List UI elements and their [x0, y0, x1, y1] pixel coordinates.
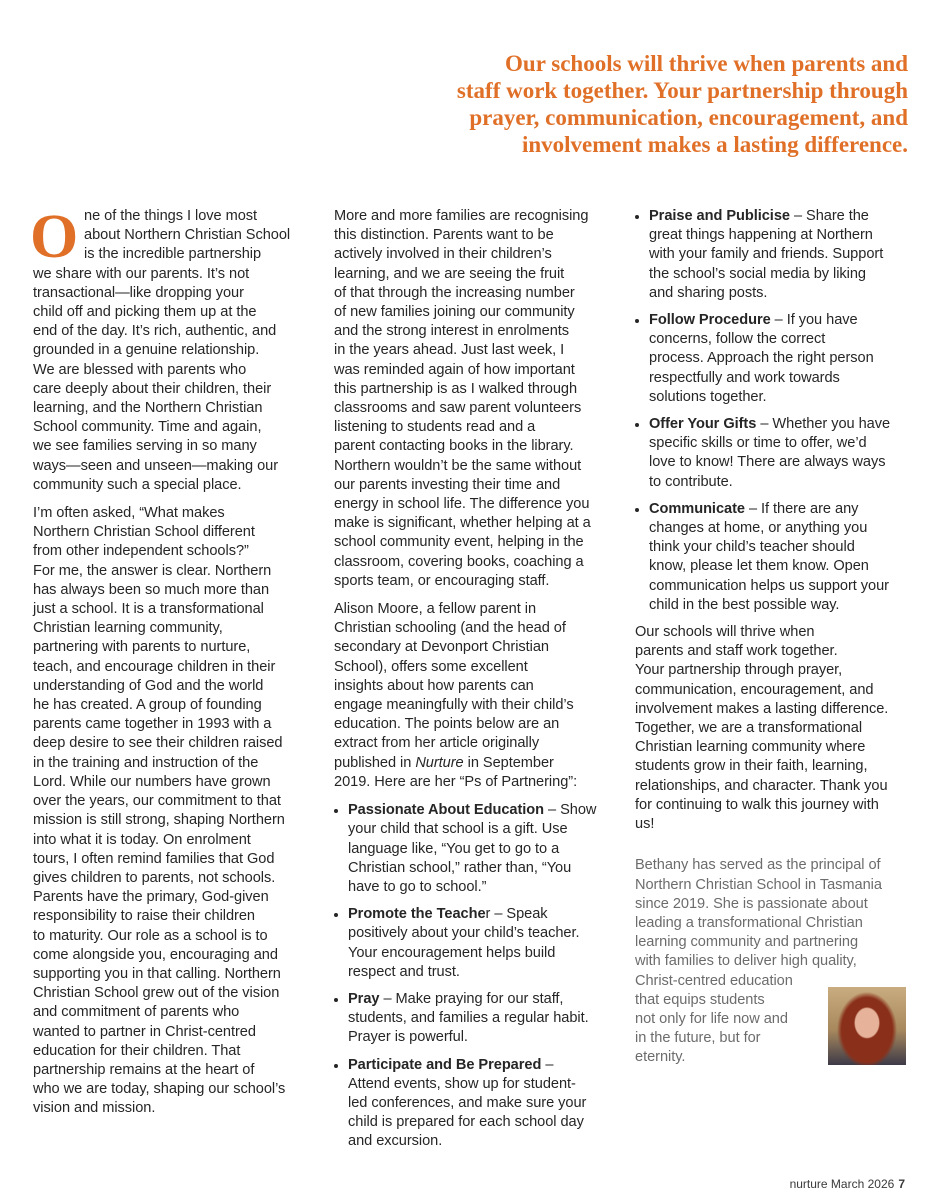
text-line: and the strong interest in enrolments [334, 323, 570, 340]
text-line: for continuing to walk this journey with [635, 796, 879, 813]
bullet-text-line: process. Approach the right person [649, 350, 874, 367]
closing-paragraph [635, 623, 915, 834]
bullet-text-line: know, please let them know. Open [649, 558, 869, 575]
text-line: ne of the things I love most [84, 208, 258, 224]
text-line: partnering with parents to nurture, [33, 639, 251, 656]
text-line: has always been so much more than [33, 581, 270, 598]
text-line: We are blessed with parents who [33, 361, 247, 378]
text-line: 2019. Here are her “Ps of Partnering”: [334, 773, 578, 790]
text-line: Our schools will thrive when [635, 624, 815, 641]
bullet-text: r – Speak [485, 906, 548, 923]
text-line: deep desire to see their children raised [33, 735, 283, 752]
text-line: Lord. While our numbers have grown [33, 773, 271, 790]
text-line: communication, encouragement, and [635, 681, 874, 698]
bullet-text: – If you have [770, 312, 858, 329]
bullet-title: Passionate About Education [348, 802, 545, 819]
text-line: us! [635, 816, 655, 833]
text-line: not only for life now and [635, 1010, 788, 1027]
ps-of-partnering-list-continued [635, 207, 915, 615]
bullet-text-line: respectfully and work towards [649, 369, 840, 386]
text-line: school community event, helping in the [334, 534, 584, 551]
text-line: tours, I often remind families that God [33, 850, 275, 867]
text-line: about Northern Christian School [84, 227, 291, 244]
bullet-text-line: the school’s social media by liking [649, 265, 866, 282]
text-line: More and more families are recognising [334, 208, 589, 224]
text-line: he has created. A group of founding [33, 697, 262, 714]
text-line: learning community and partnering [635, 934, 859, 951]
text-line: classrooms and saw parent volunteers [334, 400, 582, 417]
pull-quote [388, 50, 908, 158]
bullet-text-line: positively about your child’s teacher. [348, 925, 580, 942]
bullet-text-line: changes at home, or anything you [649, 520, 868, 537]
pull-quote-line: involvement makes a lasting difference. [521, 132, 908, 157]
pull-quote-line: prayer, communication, encouragement, and [469, 105, 908, 130]
text-line: in the training and instruction of the [33, 754, 259, 771]
text-line: For me, the answer is clear. Northern [33, 562, 272, 579]
text-line: Christian School grew out of the vision [33, 985, 280, 1002]
text-line: in the future, but for [635, 1030, 761, 1047]
bullet-text-line: your child that school is a gift. Use [348, 821, 568, 838]
bullet-title: Participate and Be Prepared [348, 1056, 542, 1073]
text-line: relationships, and character. Thank you [635, 777, 888, 794]
column-2 [334, 207, 614, 1160]
bullet-text-line: solutions together. [649, 388, 767, 405]
text-line: community such a special place. [33, 476, 242, 493]
bullet-title: Promote the Teache [348, 906, 486, 923]
text-line: secondary at Devonport Christian [334, 639, 549, 656]
text-line: extract from her article originally [334, 735, 540, 752]
text-line: gives children to parents, not schools. [33, 869, 276, 886]
bullet-text-line: Attend events, show up for student- [348, 1075, 576, 1092]
bullet-text-line: love to know! There are always ways [649, 454, 886, 471]
intro-paragraph [33, 265, 313, 495]
drop-cap: O [30, 203, 79, 271]
bullet-item [635, 311, 915, 407]
text-line: Bethany has served as the principal of [635, 857, 881, 874]
text-line: Christian schooling (and the head of [334, 620, 566, 637]
text-line: make is significant, whether helping at a [334, 515, 591, 532]
text-line: end of the day. It’s rich, authentic, and [33, 323, 277, 340]
text-line: education. The points below are an [334, 716, 560, 733]
text-line: mission is still strong, shaping Northern [33, 812, 285, 829]
bullet-text-line: led conferences, and make sure your [348, 1094, 587, 1111]
author-photo [828, 987, 906, 1065]
bullet-item [635, 415, 915, 492]
text-line: learning, and the Northern Christian [33, 400, 263, 417]
text-line: into what it is today. On enrolment [33, 831, 251, 848]
text-line: of new families joining our community [334, 304, 575, 321]
text-line: responsibility to raise their children [33, 908, 255, 925]
text-line: transactional—like dropping your [33, 284, 244, 301]
bullet-text-line: Christian school,” rather than, “You [348, 859, 572, 876]
text-line: and commitment of parents who [33, 1004, 240, 1021]
text-line: this distinction. Parents want to be [334, 227, 554, 244]
text-line: our parents investing their time and [334, 476, 561, 493]
bullet-item [334, 801, 614, 897]
text-line: in the years ahead. Just last week, I [334, 342, 565, 359]
text-line: Northern Christian School different [33, 524, 255, 541]
bullet-text-line: and excursion. [348, 1133, 443, 1150]
text-line: who we are today, shaping our school’s [33, 1081, 286, 1098]
text-line: is the incredible partnership [84, 246, 262, 263]
bullet-title: Praise and Publicise [649, 208, 790, 224]
bullet-text-line: respect and trust. [348, 963, 460, 980]
bullet-title: Communicate [649, 500, 745, 517]
text-line: just a school. It is a transformational [33, 601, 264, 618]
bullet-text: – If there are any [744, 500, 859, 517]
text-line: students grow in their faith, learning, [635, 758, 868, 775]
text-line: Christ-centred education [635, 972, 793, 989]
text-line: teach, and encourage children in their [33, 658, 276, 675]
column-1 [30, 203, 313, 1119]
text-line: published in Nurture in September [334, 754, 554, 771]
text-line: energy in school life. The difference you [334, 496, 590, 513]
magazine-issue: nurture March 2026 [789, 1177, 895, 1191]
text-line: I’m often asked, “What makes [33, 505, 225, 522]
bullet-text-line: students, and families a regular habit. [348, 1010, 589, 1027]
bullet-text-line: have to go to school.” [348, 878, 487, 895]
bullet-text: – Whether you have [756, 416, 891, 433]
text-line: School), offers some excellent [334, 658, 528, 675]
text-line: with families to deliver high quality, [635, 953, 857, 970]
bullet-text: – [541, 1056, 554, 1073]
text-line: Christian learning community where [635, 739, 866, 756]
text-line: Your partnership through prayer, [635, 662, 843, 679]
pull-quote-line: Our schools will thrive when parents and [505, 51, 908, 76]
bullet-title: Pray [348, 990, 380, 1007]
text-line: Alison Moore, a fellow parent in [334, 601, 537, 618]
bullet-title: Follow Procedure [649, 312, 771, 329]
text-line: partnership remains at the heart of [33, 1061, 255, 1078]
text-line: wanted to partner in Christ-centred [33, 1023, 256, 1040]
text-line: of that through the increasing number [334, 284, 575, 301]
bullet-title: Offer Your Gifts [649, 416, 757, 433]
bullet-text-line: to contribute. [649, 473, 733, 490]
text-line: vision and mission. [33, 1100, 156, 1117]
bullet-text: – Show [544, 802, 597, 819]
bullet-text: – Share the [789, 208, 869, 224]
bullet-text-line: think your child’s teacher should [649, 539, 855, 556]
text-line: eternity. [635, 1049, 686, 1066]
body-paragraph [33, 504, 313, 1119]
pull-quote-line: staff work together. Your partnership through [456, 78, 908, 103]
text-line: insights about how parents can [334, 677, 534, 694]
text-line: child off and picking them up at the [33, 304, 257, 321]
page-number: 7 [898, 1177, 905, 1191]
text-line: education for their children. That [33, 1042, 241, 1059]
text-line: listening to students read and a [334, 419, 536, 436]
bullet-text-line: child in the best possible way. [649, 596, 840, 613]
bullet-text-line: Your encouragement helps build [348, 944, 556, 961]
text-line: over the years, our commitment to that [33, 793, 281, 810]
bullet-item [635, 207, 915, 303]
bullet-text-line: child is prepared for each school day [348, 1114, 584, 1131]
text-line: to maturity. Our role as a school is to [33, 927, 268, 944]
bullet-item [334, 905, 614, 982]
text-line: ways—seen and unseen—making our [33, 457, 279, 474]
bullet-text-line: communication helps us support your [649, 577, 889, 594]
ps-of-partnering-list [334, 801, 614, 1151]
bullet-text-line: with your family and friends. Support [649, 246, 884, 263]
text-line: involvement makes a lasting difference. [635, 700, 889, 717]
text-line: leading a transformational Christian [635, 914, 863, 931]
bullet-item [635, 500, 915, 615]
page-footer [790, 1177, 905, 1191]
text-line: parents came together in 1993 with a [33, 716, 272, 733]
text-line: learning, and we are seeing the fruit [334, 265, 565, 282]
text-line: actively involved in their children’s [334, 246, 552, 263]
text-line: Together, we are a transformational [635, 720, 863, 737]
bullet-text-line: great things happening at Northern [649, 227, 873, 244]
text-line: Northern Christian School in Tasmania [635, 876, 882, 893]
text-line: that equips students [635, 991, 765, 1008]
text-line: Christian learning community, [33, 620, 223, 637]
column-3 [635, 207, 915, 1068]
text-line: sports team, or encouraging staff. [334, 572, 550, 589]
text-line: engage meaningfully with their child’s [334, 697, 574, 714]
text-line: was reminded again of how important [334, 361, 575, 378]
bullet-text-line: language like, “You get to go to a [348, 840, 560, 857]
text-line: Parents have the primary, God-given [33, 889, 269, 906]
text-line: we share with our parents. It’s not [33, 265, 250, 282]
alison-moore-paragraph [334, 600, 614, 792]
text-line: come alongside you, encouraging and [33, 946, 278, 963]
text-line: parent contacting books in the library. [334, 438, 574, 455]
text-line: understanding of God and the world [33, 677, 264, 694]
bullet-text: – Make praying for our staff, [379, 990, 564, 1007]
text-line: School community. Time and again, [33, 419, 262, 436]
text-line: parents and staff work together. [635, 643, 838, 660]
text-line: since 2019. She is passionate about [635, 895, 868, 912]
bullet-text-line: concerns, follow the correct [649, 331, 826, 348]
text-line: this partnership is as I walked through [334, 380, 578, 397]
bullet-text-line: Prayer is powerful. [348, 1029, 468, 1046]
bullet-text-line: specific skills or time to offer, we’d [649, 435, 867, 452]
text-line: grounded in a genuine relationship. [33, 342, 260, 359]
text-line: from other independent schools?” [33, 543, 249, 560]
text-line: Northern wouldn’t be the same without [334, 457, 582, 474]
body-paragraph [334, 207, 614, 591]
text-line: classroom, covering books, coaching a [334, 553, 584, 570]
bullet-text-line: and sharing posts. [649, 284, 768, 301]
bullet-item [334, 990, 614, 1048]
text-line: we see families serving in so many [33, 438, 257, 455]
text-line: care deeply about their children, their [33, 380, 272, 397]
text-line: supporting you in that calling. Northern [33, 965, 281, 982]
bullet-item [334, 1056, 614, 1152]
